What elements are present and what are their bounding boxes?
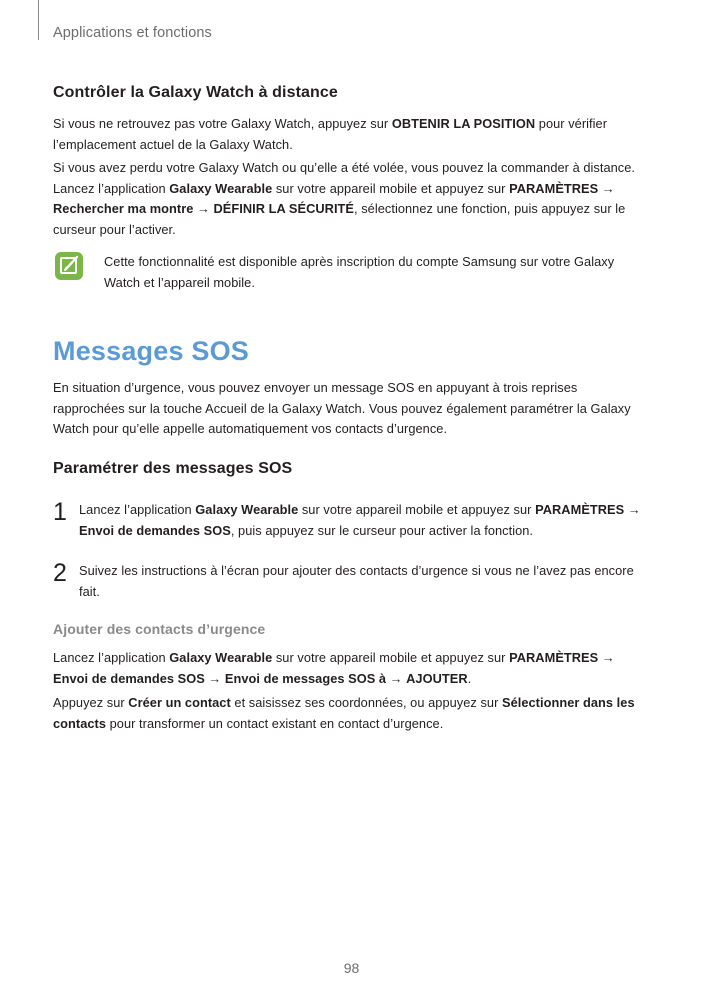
step-2 bbox=[53, 561, 645, 605]
paragraph-create-contact bbox=[53, 693, 645, 734]
paragraph-locate-watch bbox=[53, 114, 645, 155]
text-run: → bbox=[598, 180, 615, 196]
note-pencil-icon bbox=[55, 252, 83, 280]
text-run: → bbox=[204, 670, 225, 686]
step-1 bbox=[53, 500, 645, 544]
note-text: Cette fonctionnalité est disponible après inscription du compte Samsung sur votre Galaxy Watch et l’appareil mobile. bbox=[104, 254, 615, 290]
bold-ui-term: DÉFINIR LA SÉCURITÉ bbox=[213, 201, 355, 216]
text-run: → bbox=[598, 650, 615, 665]
text-run: , sélectionnez une fonction, puis appuyez sur le curseur pour l’activer. bbox=[53, 201, 626, 237]
bold-ui-term: Galaxy Wearable bbox=[169, 650, 273, 665]
bold-ui-term: PARAMÈTRES bbox=[535, 502, 625, 517]
text-run: → bbox=[624, 502, 641, 517]
running-header: Applications et fonctions bbox=[53, 25, 212, 41]
page-number: 98 bbox=[343, 960, 360, 976]
header-rule bbox=[38, 0, 39, 40]
text-run: Lancez l’application bbox=[79, 502, 196, 517]
text-run: pour transformer un contact existant en contact d’urgence. bbox=[106, 715, 444, 731]
note-block bbox=[53, 252, 645, 297]
bold-ui-term: Galaxy Wearable bbox=[195, 502, 299, 517]
bold-ui-term: Envoi de demandes SOS bbox=[53, 670, 205, 686]
text-run: → bbox=[386, 670, 407, 686]
text-run: , puis appuyez sur le curseur pour activer la fonction. bbox=[230, 522, 534, 538]
bold-ui-term: PARAMÈTRES bbox=[509, 180, 599, 196]
bold-ui-term: Envoi de messages SOS à bbox=[224, 670, 387, 686]
section-title-setup-sos: Paramétrer des messages SOS bbox=[53, 460, 293, 477]
text-run: sur votre appareil mobile et appuyez sur bbox=[272, 180, 510, 196]
paragraph-sos-intro: En situation d’urgence, vous pouvez envoyer un message SOS en appuyant à trois reprises rapprochées sur la touche Accueil de la Galaxy Watch. Vous pouvez également paramétrer la Galaxy Watch pour qu’elle appelle automatiquement vos contacts d’urgence. bbox=[53, 380, 631, 436]
bold-ui-term: Envoi de demandes SOS bbox=[79, 522, 231, 538]
text-run: Suivez les instructions à l’écran pour ajouter des contacts d’urgence si vous ne l’avez pas encore fait. bbox=[79, 563, 634, 599]
bold-ui-term: Créer un contact bbox=[128, 695, 231, 710]
text-run: sur votre appareil mobile et appuyez sur bbox=[272, 650, 510, 665]
chapter-title-sos: Messages SOS bbox=[53, 336, 250, 366]
step-text bbox=[79, 500, 645, 541]
text-run: Si vous avez perdu votre Galaxy Watch ou qu’elle a été volée, vous pouvez la commander à distance. Lancez l’application bbox=[53, 160, 636, 196]
text-run: pour vérifier l’emplacement actuel de la Galaxy Watch. bbox=[53, 116, 608, 152]
bold-ui-term: Galaxy Wearable bbox=[169, 180, 273, 196]
bold-ui-term: OBTENIR LA POSITION bbox=[391, 116, 536, 131]
text-run: . bbox=[467, 670, 472, 686]
bold-ui-term: Rechercher ma montre bbox=[53, 201, 194, 216]
bold-ui-term: AJOUTER bbox=[406, 670, 468, 686]
step-text bbox=[79, 561, 645, 602]
text-run: sur votre appareil mobile et appuyez sur bbox=[298, 502, 536, 517]
bold-ui-term: PARAMÈTRES bbox=[509, 650, 599, 665]
step-number: 2 bbox=[53, 559, 67, 587]
step-number: 1 bbox=[53, 498, 67, 526]
text-run: Si vous ne retrouvez pas votre Galaxy Watch, appuyez sur bbox=[53, 116, 392, 131]
paragraph-lost-watch bbox=[53, 158, 645, 240]
text-run: → bbox=[193, 201, 214, 216]
paragraph-add-contacts bbox=[53, 648, 645, 689]
text-run: Appuyez sur bbox=[53, 695, 129, 710]
bold-ui-term: Sélectionner dans les contacts bbox=[53, 695, 635, 731]
text-run: Lancez l’application bbox=[53, 650, 170, 665]
text-run: et saisissez ses coordonnées, ou appuyez sur bbox=[230, 695, 502, 710]
subsection-title-emergency-contacts: Ajouter des contacts d’urgence bbox=[53, 621, 266, 637]
section-title-remote-control: Contrôler la Galaxy Watch à distance bbox=[53, 84, 338, 101]
